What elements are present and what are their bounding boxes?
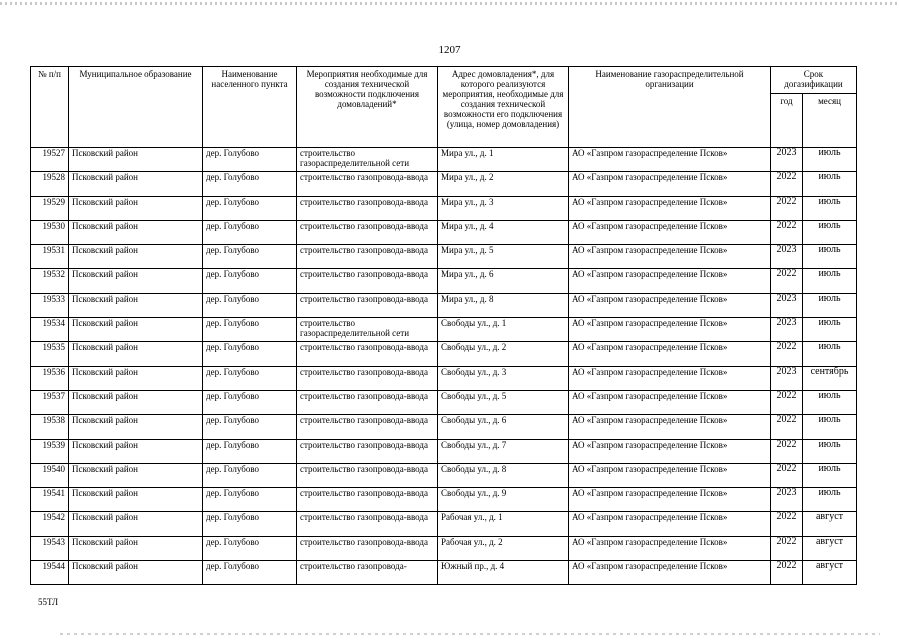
header-locality: Наименование населенного пункта <box>203 67 297 148</box>
cell-measure: строительство газопровода-ввода <box>297 512 438 536</box>
table-row <box>31 488 857 512</box>
cell-measure: строительство газораспределительной сети <box>297 148 438 172</box>
cell-month: июль <box>803 318 857 342</box>
cell-municipality: Псковский район <box>69 415 203 439</box>
table-row <box>31 512 857 536</box>
cell-num: 19533 <box>31 293 69 317</box>
cell-month: июль <box>803 220 857 244</box>
cell-year: 2022 <box>771 512 803 536</box>
cell-org: АО «Газпром газораспределение Псков» <box>569 415 771 439</box>
cell-num: 19543 <box>31 536 69 560</box>
table-row <box>31 245 857 269</box>
cell-org: АО «Газпром газораспределение Псков» <box>569 220 771 244</box>
cell-municipality: Псковский район <box>69 148 203 172</box>
cell-municipality: Псковский район <box>69 439 203 463</box>
cell-address: Мира ул., д. 6 <box>438 269 569 293</box>
cell-address: Свободы ул., д. 1 <box>438 318 569 342</box>
cell-municipality: Псковский район <box>69 512 203 536</box>
cell-month: июль <box>803 439 857 463</box>
cell-num: 19538 <box>31 415 69 439</box>
cell-num: 19542 <box>31 512 69 536</box>
cell-org: АО «Газпром газораспределение Псков» <box>569 390 771 414</box>
cell-municipality: Псковский район <box>69 318 203 342</box>
header-municipality: Муниципальное образование <box>69 67 203 148</box>
cell-org: АО «Газпром газораспределение Псков» <box>569 318 771 342</box>
cell-municipality: Псковский район <box>69 220 203 244</box>
cell-org: АО «Газпром газораспределение Псков» <box>569 269 771 293</box>
cell-num: 19531 <box>31 245 69 269</box>
cell-municipality: Псковский район <box>69 172 203 196</box>
cell-measure: строительство газопровода-ввода <box>297 172 438 196</box>
page-number: 1207 <box>438 44 461 56</box>
cell-measure: строительство газопровода-ввода <box>297 463 438 487</box>
cell-measure: строительство газопровода- <box>297 561 438 585</box>
table-row <box>31 220 857 244</box>
header-address: Адрес домовладения*, для которого реализуются мероприятия, необходимые для создания технической возможности его подключения (улица, номер домовладения) <box>438 67 569 148</box>
scan-artifact-top <box>0 2 899 5</box>
header-measures: Мероприятия необходимые для создания технической возможности подключения домовладений* <box>297 67 438 148</box>
cell-month: июль <box>803 269 857 293</box>
cell-org: АО «Газпром газораспределение Псков» <box>569 561 771 585</box>
cell-locality: дер. Голубово <box>203 318 297 342</box>
cell-locality: дер. Голубово <box>203 366 297 390</box>
cell-num: 19539 <box>31 439 69 463</box>
cell-month: июль <box>803 148 857 172</box>
cell-locality: дер. Голубово <box>203 439 297 463</box>
cell-measure: строительство газопровода-ввода <box>297 536 438 560</box>
cell-year: 2022 <box>771 561 803 585</box>
cell-year: 2023 <box>771 318 803 342</box>
scan-artifact-bottom <box>60 633 880 635</box>
cell-month: июль <box>803 342 857 366</box>
cell-year: 2022 <box>771 536 803 560</box>
cell-municipality: Псковский район <box>69 561 203 585</box>
cell-org: АО «Газпром газораспределение Псков» <box>569 172 771 196</box>
cell-address: Мира ул., д. 1 <box>438 148 569 172</box>
cell-month: июль <box>803 245 857 269</box>
cell-month: август <box>803 512 857 536</box>
cell-locality: дер. Голубово <box>203 390 297 414</box>
cell-municipality: Псковский район <box>69 269 203 293</box>
cell-month: август <box>803 536 857 560</box>
header-deadline: Срок догазификации <box>771 67 857 94</box>
cell-org: АО «Газпром газораспределение Псков» <box>569 342 771 366</box>
cell-num: 19534 <box>31 318 69 342</box>
cell-address: Свободы ул., д. 3 <box>438 366 569 390</box>
cell-year: 2022 <box>771 342 803 366</box>
cell-org: АО «Газпром газораспределение Псков» <box>569 463 771 487</box>
cell-address: Свободы ул., д. 2 <box>438 342 569 366</box>
cell-year: 2023 <box>771 366 803 390</box>
table-body <box>31 148 857 585</box>
cell-address: Мира ул., д. 8 <box>438 293 569 317</box>
cell-month: сентябрь <box>803 366 857 390</box>
cell-municipality: Псковский район <box>69 536 203 560</box>
cell-measure: строительство газопровода-ввода <box>297 196 438 220</box>
cell-municipality: Псковский район <box>69 366 203 390</box>
cell-num: 19540 <box>31 463 69 487</box>
cell-address: Мира ул., д. 2 <box>438 172 569 196</box>
table-row <box>31 318 857 342</box>
cell-municipality: Псковский район <box>69 342 203 366</box>
cell-municipality: Псковский район <box>69 245 203 269</box>
table-row <box>31 293 857 317</box>
cell-address: Рабочая ул., д. 1 <box>438 512 569 536</box>
cell-locality: дер. Голубово <box>203 148 297 172</box>
cell-org: АО «Газпром газораспределение Псков» <box>569 148 771 172</box>
cell-org: АО «Газпром газораспределение Псков» <box>569 439 771 463</box>
cell-locality: дер. Голубово <box>203 415 297 439</box>
cell-num: 19529 <box>31 196 69 220</box>
cell-year: 2022 <box>771 196 803 220</box>
cell-locality: дер. Голубово <box>203 561 297 585</box>
cell-measure: строительство газопровода-ввода <box>297 366 438 390</box>
cell-municipality: Псковский район <box>69 488 203 512</box>
cell-year: 2022 <box>771 439 803 463</box>
table-row <box>31 269 857 293</box>
cell-address: Свободы ул., д. 8 <box>438 463 569 487</box>
table-row <box>31 463 857 487</box>
cell-address: Мира ул., д. 4 <box>438 220 569 244</box>
table-row <box>31 415 857 439</box>
table-row <box>31 561 857 585</box>
cell-month: июль <box>803 196 857 220</box>
cell-num: 19528 <box>31 172 69 196</box>
cell-org: АО «Газпром газораспределение Псков» <box>569 536 771 560</box>
cell-year: 2022 <box>771 463 803 487</box>
cell-address: Свободы ул., д. 7 <box>438 439 569 463</box>
cell-month: июль <box>803 415 857 439</box>
cell-year: 2022 <box>771 172 803 196</box>
cell-org: АО «Газпром газораспределение Псков» <box>569 245 771 269</box>
table-row <box>31 439 857 463</box>
cell-address: Южный пр., д. 4 <box>438 561 569 585</box>
cell-month: июль <box>803 293 857 317</box>
table-row <box>31 148 857 172</box>
cell-measure: строительство газопровода-ввода <box>297 293 438 317</box>
cell-measure: строительство газопровода-ввода <box>297 488 438 512</box>
cell-municipality: Псковский район <box>69 196 203 220</box>
cell-measure: строительство газораспределительной сети <box>297 318 438 342</box>
cell-measure: строительство газопровода-ввода <box>297 342 438 366</box>
cell-locality: дер. Голубово <box>203 269 297 293</box>
table-row <box>31 390 857 414</box>
gasification-table <box>30 66 857 585</box>
cell-org: АО «Газпром газораспределение Псков» <box>569 293 771 317</box>
cell-year: 2022 <box>771 415 803 439</box>
cell-num: 19537 <box>31 390 69 414</box>
cell-municipality: Псковский район <box>69 390 203 414</box>
cell-org: АО «Газпром газораспределение Псков» <box>569 196 771 220</box>
cell-measure: строительство газопровода-ввода <box>297 269 438 293</box>
cell-address: Свободы ул., д. 6 <box>438 415 569 439</box>
cell-month: июль <box>803 488 857 512</box>
cell-year: 2023 <box>771 293 803 317</box>
cell-org: АО «Газпром газораспределение Псков» <box>569 366 771 390</box>
cell-measure: строительство газопровода-ввода <box>297 245 438 269</box>
cell-locality: дер. Голубово <box>203 293 297 317</box>
table-row <box>31 172 857 196</box>
cell-num: 19527 <box>31 148 69 172</box>
cell-year: 2022 <box>771 220 803 244</box>
cell-num: 19535 <box>31 342 69 366</box>
header-org: Наименование газораспределительной организации <box>569 67 771 148</box>
cell-address: Мира ул., д. 3 <box>438 196 569 220</box>
cell-address: Свободы ул., д. 9 <box>438 488 569 512</box>
cell-locality: дер. Голубово <box>203 463 297 487</box>
cell-year: 2023 <box>771 148 803 172</box>
cell-locality: дер. Голубово <box>203 488 297 512</box>
cell-org: АО «Газпром газораспределение Псков» <box>569 512 771 536</box>
cell-year: 2022 <box>771 269 803 293</box>
cell-year: 2023 <box>771 245 803 269</box>
cell-month: июль <box>803 172 857 196</box>
cell-num: 19530 <box>31 220 69 244</box>
cell-locality: дер. Голубово <box>203 512 297 536</box>
cell-locality: дер. Голубово <box>203 172 297 196</box>
cell-address: Свободы ул., д. 5 <box>438 390 569 414</box>
cell-month: август <box>803 561 857 585</box>
footer-code: 55ТЛ <box>38 597 59 607</box>
cell-month: июль <box>803 463 857 487</box>
table-row <box>31 342 857 366</box>
cell-measure: строительство газопровода-ввода <box>297 439 438 463</box>
header-month: месяц <box>803 94 857 148</box>
cell-locality: дер. Голубово <box>203 245 297 269</box>
cell-measure: строительство газопровода-ввода <box>297 220 438 244</box>
cell-measure: строительство газопровода-ввода <box>297 390 438 414</box>
table-row <box>31 536 857 560</box>
cell-num: 19536 <box>31 366 69 390</box>
table-row <box>31 196 857 220</box>
cell-num: 19532 <box>31 269 69 293</box>
header-year: год <box>771 94 803 148</box>
cell-locality: дер. Голубово <box>203 342 297 366</box>
cell-num: 19541 <box>31 488 69 512</box>
cell-year: 2023 <box>771 488 803 512</box>
cell-locality: дер. Голубово <box>203 220 297 244</box>
cell-year: 2022 <box>771 390 803 414</box>
cell-measure: строительство газопровода-ввода <box>297 415 438 439</box>
cell-month: июль <box>803 390 857 414</box>
cell-org: АО «Газпром газораспределение Псков» <box>569 488 771 512</box>
cell-municipality: Псковский район <box>69 293 203 317</box>
table-row <box>31 366 857 390</box>
header-num: № п/п <box>31 67 69 148</box>
cell-num: 19544 <box>31 561 69 585</box>
cell-municipality: Псковский район <box>69 463 203 487</box>
cell-address: Мира ул., д. 5 <box>438 245 569 269</box>
cell-address: Рабочая ул., д. 2 <box>438 536 569 560</box>
cell-locality: дер. Голубово <box>203 536 297 560</box>
cell-locality: дер. Голубово <box>203 196 297 220</box>
